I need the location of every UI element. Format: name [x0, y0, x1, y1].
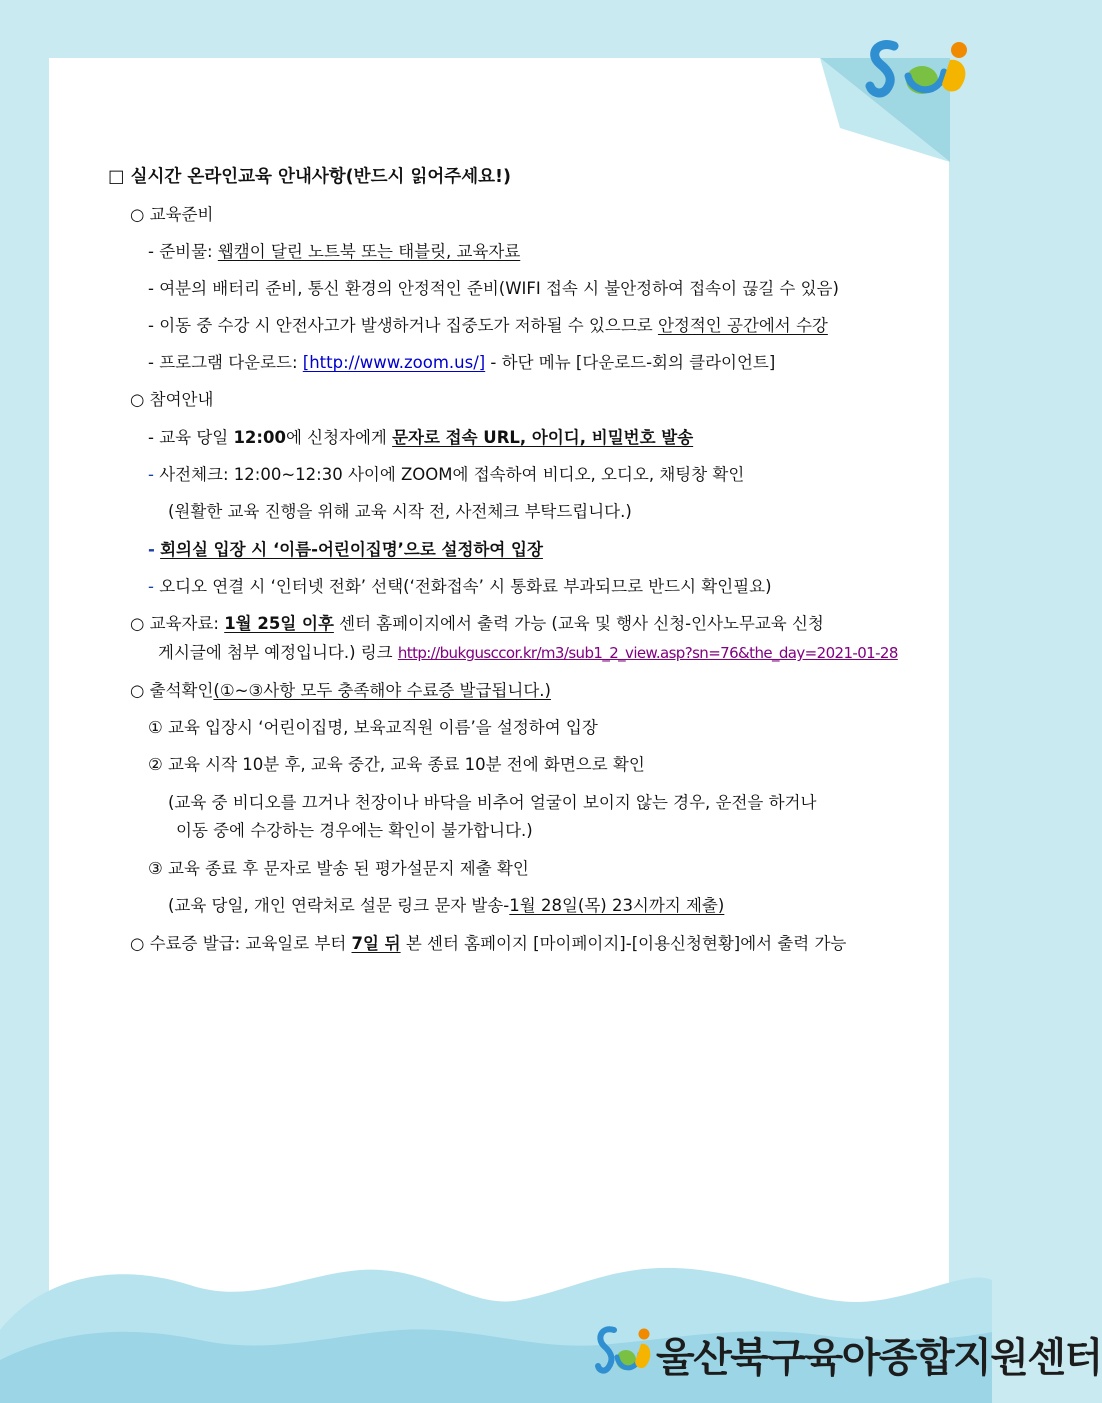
- prep-item-safety-highlight: 안정적인 공간에서 수강: [657, 316, 828, 335]
- join-item-room-name-text: 회의실 입장 시 ‘이름-어린이집명’으로 설정하여 입장: [160, 540, 543, 559]
- join-item-sms-highlight: 문자로 접속 URL, 아이디, 비밀번호 발송: [392, 428, 694, 447]
- attendance-label: ○ 출석확인: [130, 681, 214, 700]
- prep-item-download: [148, 352, 775, 374]
- attendance-requirement: (①~③사항 모두 충족해야 수료증 발급됩니다.): [213, 681, 551, 700]
- attendance-item-3: ③ 교육 종료 후 문자로 발송 된 평가설문지 제출 확인: [148, 859, 529, 878]
- attendance-item-1: ① 교육 입장시 ‘어린이집명, 보육교직원 이름’을 설정하여 입장: [148, 718, 598, 737]
- materials-date: 1월 25일 이후: [224, 614, 334, 633]
- prep-item-download-label: - 프로그램 다운로드:: [148, 353, 303, 372]
- prep-item-materials-label: - 준비물:: [148, 242, 218, 261]
- join-item-precheck-dash: -: [148, 465, 154, 484]
- certificate-line: [130, 933, 846, 955]
- materials-text-1: 센터 홈페이지에서 출력 가능 (교육 및 행사 신청-인사노무교육 신청: [333, 614, 824, 633]
- join-item-precheck: [148, 464, 744, 486]
- join-item-sms-mid: 에 신청자에게: [285, 428, 393, 447]
- prep-item-materials-value: 웹캠이 달린 노트북 또는 태블릿, 교육자료: [217, 242, 521, 261]
- certificate-label: ○ 수료증 발급: 교육일로 부터: [130, 934, 352, 953]
- join-item-precheck-note: (원활한 교육 진행을 위해 교육 시작 전, 사전체크 부탁드립니다.): [168, 502, 632, 521]
- certificate-days: 7일 뒤: [351, 934, 401, 953]
- join-item-precheck-text: 사전체크: 12:00~12:30 사이에 ZOOM에 접속하여 비디오, 오디오, 채팅창 확인: [153, 465, 745, 484]
- prep-item-safety: [148, 315, 828, 337]
- materials-link[interactable]: http://bukgusccor.kr/m3/sub1_2_view.asp?sn=76&the_day=2021-01-28: [397, 644, 898, 662]
- join-item-sms: [148, 427, 693, 449]
- section-prep-title: ○ 교육준비: [130, 205, 214, 224]
- materials-line-2: [158, 642, 898, 664]
- materials-label: ○ 교육자료:: [130, 614, 225, 633]
- attendance-item-2-note-2: 이동 중에 수강하는 경우에는 확인이 불가합니다.): [176, 821, 533, 840]
- join-item-sms-time: 12:00: [233, 428, 286, 447]
- join-item-audio-text: 오디오 연결 시 ‘인터넷 전화’ 선택(‘전화접속’ 시 통화료 부과되므로 반드시 확인필요): [153, 577, 772, 596]
- materials-line-1: [130, 613, 824, 635]
- section-attendance-title: [130, 680, 551, 702]
- center-logo-icon: [864, 32, 976, 104]
- join-item-sms-prefix: - 교육 당일: [148, 428, 234, 447]
- footer-org-name: 울산북구육아종합지원센터: [656, 1335, 1102, 1381]
- section-join-title: ○ 참여안내: [130, 390, 214, 409]
- attendance-item-3-note-text: (교육 당일, 개인 연락처로 설문 링크 문자 발송-: [168, 896, 510, 915]
- notice-heading: □ 실시간 온라인교육 안내사항(반드시 읽어주세요!): [108, 167, 511, 187]
- prep-item-battery: - 여분의 배터리 준비, 통신 환경의 안정적인 준비(WIFI 접속 시 불안정하여 접속이 끊길 수 있음): [148, 279, 839, 298]
- attendance-item-3-note: [168, 895, 724, 917]
- prep-item-download-menu: - 하단 메뉴 [다운로드-회의 클라이언트]: [485, 353, 776, 372]
- materials-text-2: 게시글에 첨부 예정입니다.) 링크: [158, 643, 398, 662]
- footer-logo-icon: [596, 1322, 652, 1380]
- prep-item-materials: [148, 241, 520, 263]
- join-item-room-name: [148, 539, 543, 561]
- certificate-text: 본 센터 홈페이지 [마이페이지]-[이용신청현황]에서 출력 가능: [400, 934, 847, 953]
- zoom-download-link[interactable]: [http://www.zoom.us/]: [302, 353, 486, 372]
- attendance-item-2: ② 교육 시작 10분 후, 교육 중간, 교육 종료 10분 전에 화면으로 확인: [148, 755, 645, 774]
- attendance-item-3-deadline: 1월 28일(목) 23시까지 제출): [509, 896, 725, 915]
- prep-item-safety-text: - 이동 중 수강 시 안전사고가 발생하거나 집중도가 저하될 수 있으므로: [148, 316, 658, 335]
- join-item-audio: [148, 576, 772, 598]
- attendance-item-2-note-1: (교육 중 비디오를 끄거나 천장이나 바닥을 비추어 얼굴이 보이지 않는 경우, 운전을 하거나: [168, 793, 817, 812]
- join-item-audio-dash: -: [148, 577, 154, 596]
- join-item-room-name-dash: -: [148, 540, 155, 559]
